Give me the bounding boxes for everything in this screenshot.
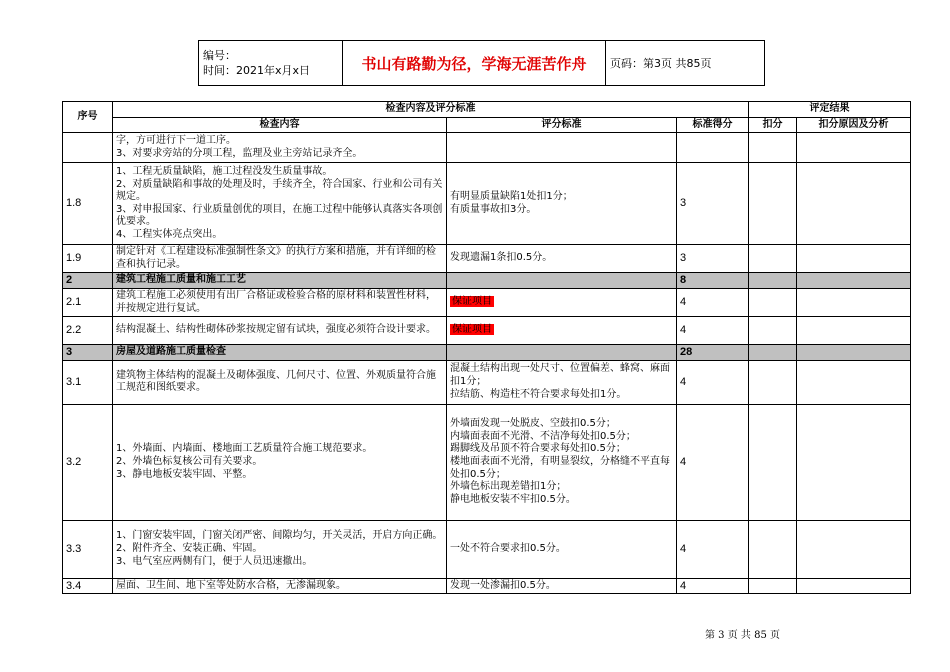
row-seq: 1.8 [63,163,113,245]
row-seq: 3.1 [63,360,113,404]
row-seq: 2.1 [63,288,113,316]
row-content: 屋面、卫生间、地下室等处防水合格，无渗漏现象。 [113,578,447,594]
row-reason [797,345,911,361]
row-seq: 2 [63,273,113,289]
row-reason [797,520,911,578]
row-deduct [749,345,797,361]
page-number-label: 页码：第3页 共85页 [606,41,765,86]
row-deduct [749,360,797,404]
table-row [63,404,911,520]
section-row [63,273,911,289]
row-content: 房屋及道路施工质量检查 [113,345,447,361]
row-reason [797,133,911,163]
table-row [63,245,911,273]
header-deduct: 扣分 [749,117,797,133]
row-seq: 3.2 [63,404,113,520]
row-seq: 3.3 [63,520,113,578]
header-reason: 扣分原因及分析 [797,117,911,133]
row-seq: 2.2 [63,317,113,345]
document-number-label: 编号： [203,49,236,62]
row-criteria: 混凝土结构出现一处尺寸、位置偏差、蜂窝、麻面扣1分； 拉结筋、构造柱不符合要求每处扣1分。 [447,360,677,404]
row-criteria [447,133,677,163]
row-deduct [749,288,797,316]
row-seq: 3 [63,345,113,361]
row-deduct [749,245,797,273]
inspection-table [62,101,911,594]
table-row [63,578,911,594]
row-std-score: 4 [677,317,749,345]
row-std-score: 4 [677,404,749,520]
row-deduct [749,578,797,594]
page-footer: 第 3 页 共 85 页 [705,630,780,641]
table-row [63,520,911,578]
document-header [198,40,765,86]
row-deduct [749,317,797,345]
guarantee-item-tag: 保证项目 [452,324,492,336]
row-deduct [749,520,797,578]
table-row [63,288,911,316]
row-seq: 3.4 [63,578,113,594]
row-content: 制定针对《工程建设标准强制性条文》的执行方案和措施，并有详细的检查和执行记录。 [113,245,447,273]
table-row [63,317,911,345]
row-criteria: 发现一处渗漏扣0.5分。 [447,578,677,594]
row-reason [797,163,911,245]
table-row [63,360,911,404]
row-content: 1、门窗安装牢固，门窗关闭严密、间隙均匀，开关灵活，开启方向正确。 2、附件齐全、安装正确、牢固。 3、电气室应两侧有门，便于人员迅速撤出。 [113,520,447,578]
row-content: 结构混凝土、结构性砌体砂浆按规定留有试块，强度必须符合设计要求。 [113,317,447,345]
row-reason [797,288,911,316]
row-std-score [677,133,749,163]
section-row [63,345,911,361]
row-deduct [749,404,797,520]
header-criteria: 评分标准 [447,117,677,133]
row-content: 建筑工程施工必须使用有出厂合格证或检验合格的原材料和装置性材料，并按规定进行复试。 [113,288,447,316]
row-reason [797,317,911,345]
row-reason [797,273,911,289]
table-row [63,163,911,245]
header-content: 检查内容 [113,117,447,133]
row-std-score: 4 [677,288,749,316]
guarantee-item-tag: 保证项目 [452,296,492,308]
row-criteria: 发现遗漏1条扣0.5分。 [447,245,677,273]
row-content: 1、外墙面、内墙面、楼地面工艺质量符合施工规范要求。 2、外墙色标复核公司有关要求。 3、静电地板安装牢固、平整。 [113,404,447,520]
row-std-score: 3 [677,245,749,273]
document-time-label: 时间：2021年x月x日 [203,64,311,77]
row-content: 建筑工程施工质量和施工工艺 [113,273,447,289]
motto-cell: 书山有路勤为径，学海无涯苦作舟 [343,41,606,86]
row-reason [797,245,911,273]
row-criteria [447,288,677,316]
row-criteria [447,273,677,289]
row-deduct [749,133,797,163]
row-content: 1、工程无质量缺陷，施工过程没发生质量事故。 2、对质量缺陷和事故的处理及时，手续齐全，符合国家、行业和公司有关规定。 3、对申报国家、行业质量创优的项目，在施工过程中能够认真落实各项创优要求。 4、工程实体亮点突出。 [113,163,447,245]
row-criteria: 外墙面发现一处脱皮、空鼓扣0.5分； 内墙面表面不光滑、不洁净每处扣0.5分； 踢脚线及吊顶不符合要求每处扣0.5分； 楼地面表面不光滑，有明显裂纹，分格缝不平直每处扣0.5分； 外墙色标出现差错扣1分； 静电地板安装不牢扣0.5分。 [447,404,677,520]
row-content: 建筑物主体结构的混凝土及砌体强度、几何尺寸、位置、外观质量符合施工规范和图纸要求。 [113,360,447,404]
row-reason [797,404,911,520]
row-deduct [749,163,797,245]
row-seq [63,133,113,163]
header-result-group: 评定结果 [749,102,911,118]
row-std-score: 4 [677,578,749,594]
row-content: 字，方可进行下一道工序。 3、对要求旁站的分项工程，监理及业主旁站记录齐全。 [113,133,447,163]
row-std-score: 8 [677,273,749,289]
header-seq: 序号 [63,102,113,133]
table-row [63,133,911,163]
row-criteria: 一处不符合要求扣0.5分。 [447,520,677,578]
header-info-cell [199,41,343,86]
row-std-score: 4 [677,520,749,578]
row-std-score: 3 [677,163,749,245]
row-reason [797,360,911,404]
row-reason [797,578,911,594]
header-std-score: 标准得分 [677,117,749,133]
row-deduct [749,273,797,289]
row-std-score: 4 [677,360,749,404]
row-criteria [447,345,677,361]
row-std-score: 28 [677,345,749,361]
row-criteria: 有明显质量缺陷1处扣1分； 有质量事故扣3分。 [447,163,677,245]
row-seq: 1.9 [63,245,113,273]
header-content-group: 检查内容及评分标准 [113,102,749,118]
row-criteria [447,317,677,345]
